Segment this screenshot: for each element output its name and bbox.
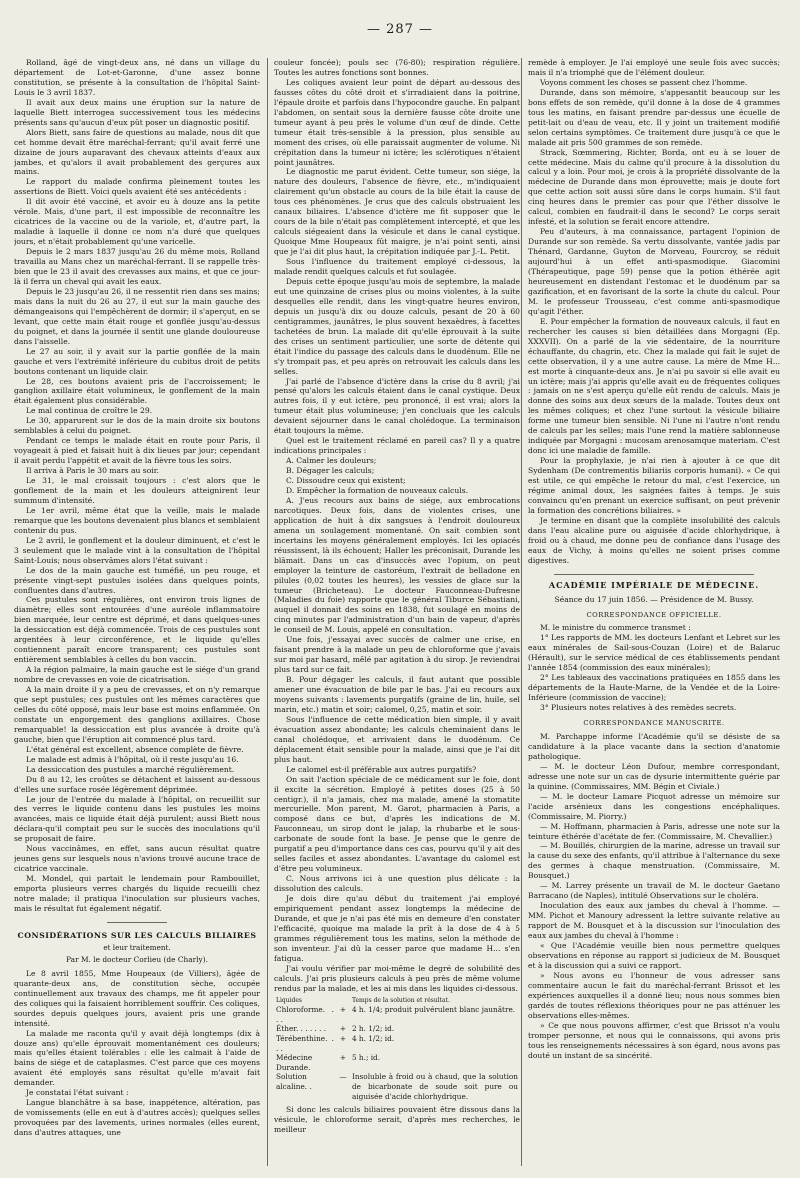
paragraph: Je termine en disant que la complète insolubilité des calculs dans l'eau alcaline pure ou aiguisée d'acide chlorhydrique, à froid ou à chaud, me donne peu de confiance dans l'usage des eaux de Vichy, à moins qu'elles ne soient prises comme digestives. xyxy=(528,515,780,565)
paragraph: Ces pustules sont régulières, ont environ trois lignes de diamètre; elles sont entourées d'une auréole inflammatoire bien marquée, leur centre est déprimé, et dans quelques-unes la dessiccation est déjà commencée. Trois de ces pustules sont argentées à leur circonférence, et le liquide qu'elles contiennent paraît encore transparent; ces pustules sont entièrement semblables à celles du bon vaccin. xyxy=(14,595,260,665)
paragraph: Il arriva à Paris le 30 mars au soir. xyxy=(26,466,159,476)
paragraph: Il avait aux deux mains une éruption sur la nature de laquelle Biett interrogea successivement tous les médecins présents sans qu'aucun d'eux pût poser un diagnostic positif. xyxy=(14,97,260,127)
paragraph: On sait l'action spéciale de ce médicament sur le foie, dont il excite la sécrétion. Employé à petites doses (25 à 50 centigr.), il n'a jamais, chez ma malade, amené la stomatite mercurielle. Mon parent, M. Garot, pharmacien à Paris, a composé dans ce but, d'après les indications de M. Fauconneau, un sirop dont le jalap, la rhubarbe et le sous-carbonate de soude font la base. Je pense que le genre de purgatif a peu d'importance dans ces cas, pourvu qu'il y ait des selles faciles et assez abondantes. L'avantage du calomel est d'être peu volumineux. xyxy=(274,774,520,874)
paragraph: A la main droite il y a peu de crevasses, et on n'y remarque que sept pustules; ces pustules ont les mêmes caractères que celles du côté opposé, mais leur base est moins enflammée. On constate un engorgement des ganglions axillaires. Chose remarquable! la dessiccation est plus avancée à droite qu'à gauche, bien que l'éruption ait commencé plus tard. xyxy=(14,685,260,744)
result-cell: 4 h. 1/2; id. xyxy=(351,1033,395,1043)
paragraph: Peu d'auteurs, à ma connaissance, partagent l'opinion de Durande sur son remède. Sa vertu dissolvante, vantée jadis par Thénard, Gardanne, Guyton de Morveau, Fourcroy, se réduit aujourd'hui à un effet anti-spasmodique. Giacomini (Thérapeutique, page 59) pense que la potion éthérée agit heureusement en distendant l'estomac et le duodénum par sa gazification, et en favorisant de la sorte la chute du calcul. Pour M. le professeur Trousseau, c'est comme anti-spasmodique qu'agit l'éther. xyxy=(528,227,780,316)
column-3 xyxy=(528,58,780,1166)
paragraph: Langue blanchâtre à sa base, inappétence, altération, pas de vomissements (elle en eut à d'autres accès); quelques selles provoquées par des lavements, urines normales (elles eurent, dans d'autres attaques, une xyxy=(14,1098,260,1138)
paragraph: Inoculation des eaux aux jambes du cheval à l'homme. — MM. Pichot et Manoury adressent la lettre suivante relative au rapport de M. Bousquet et à la discussion sur l'inoculation des eaux aux jambes du cheval à l'homme : xyxy=(528,901,780,941)
paragraph: E. Pour empêcher la formation de nouveaux calculs, il faut en rechercher les causes si bien détaillées dans Morgagni (Ep. XXXVII). On a parlé de la vie sédentaire, de la nourriture échauffante, du chagrin, etc. Chez la malade qui fait le sujet de cette observation, il y a une autre cause. La mère de Mme H... est morte à cinquante-deux ans. Je n'ai pu savoir si elle avait eu un ictère; mais j'ai appris qu'elle avait eu de fréquentes coliques : jamais on ne s'est aperçu qu'elle eût rendu de calculs. Mais je donne des soins aux deux sœurs de la malade. Toutes deux ont les mêmes coliques; et chez l'une surtout la vésicule biliaire forme une tumeur bien sensible. Ni l'une ni l'autre n'ont rendu de calculs par les selles; mais l'une rend la matière sablonneuse indiquée par Morgagni : mucosam arenosamque materiam. C'est donc ici une maladie de famille. xyxy=(528,316,780,456)
paragraph: Depuis cette époque jusqu'au mois de septembre, la malade eut une quinzaine de crises plus ou moins violentes, à la suite desquelles elle rendit, dans les vingt-quatre heures environ, depuis un jusqu'à dix ou douze calculs, pesant de 20 à 60 centigrammes, jaunâtres, le plus souvent hexaèdres, à facettes tachetées de brun. La malade dit qu'elle éprouvait à la suite des crises un sentiment particulier, une sorte de détente qui était l'indice du passage des calculs dans le duodénum. Elle ne s'y trompait pas, et peu après on retrouvait les calculs dans les selles. xyxy=(274,276,520,376)
page-number: — 287 — xyxy=(366,22,434,37)
result-cell: 2 h. 1/2; id. xyxy=(351,1024,395,1034)
paragraph: Durande, dans son mémoire, s'appesantit beaucoup sur les bons effets de son remède, qu'il donne à la dose de 4 grammes tous les matins, en faisant prendre par-dessus une écuelle de petit-lait ou d'eau de veau, etc. Il y joint un traitement modifié selon certains symptômes. Ce traitement dure jusqu'à ce que le malade ait pris 500 grammes de son remède. xyxy=(528,87,780,147)
paragraph: Le rapport du malade confirma pleinement toutes les assertions de Biett. Voici quels avaient été ses antécédents : xyxy=(14,177,260,197)
result-cell: 4 h. 1/4; produit pulvérulent blanc jaunâtre. xyxy=(351,1005,516,1015)
table-row xyxy=(274,1053,520,1072)
sign-cell: + xyxy=(339,1005,347,1015)
sign-cell: + xyxy=(339,1024,347,1034)
paragraph: » Ce que nous pouvons affirmer, c'est que Brissot n'a voulu tromper personne, et nous qui le connaissons, qui avons pris tous les renseignements nécessaires à son égard, nous avons pas douté un instant de sa sincérité. xyxy=(528,1020,780,1060)
table-row xyxy=(274,1024,520,1034)
paragraph: « Que l'Académie veuille bien nous permettre quelques observations en réponse au rapport si judicieux de M. Bousquet et à la discussion qui a suivi ce rapport. xyxy=(528,941,780,970)
list-item: B. Dégager les calculs; xyxy=(286,466,375,476)
manuscript-correspondence-heading: CORRESPONDANCE MANUSCRITE. xyxy=(583,719,725,728)
table-header: Liquides xyxy=(276,996,302,1004)
paragraph: Le dos de la main gauche est tuméfié, un peu rouge, et présente vingt-sept pustules isolées dans quelques points, confluentes dans d'autres. xyxy=(14,565,260,595)
paragraph: Le jour de l'entrée du malade à l'hôpital, on recueillit sur des verres le liquide contenu dans les pustules les moins avancées, mais ce liquide était déjà purulent; aussi Biett nous déclara-qu'il comptait peu sur le succès des inoculations qu'il se proposait de faire. xyxy=(14,794,260,844)
paragraph: Le 30, apparurent sur le dos de la main droite six boutons semblables à celui du poignet. xyxy=(14,416,260,436)
paragraph: Pendant ce temps le malade était en route pour Paris, il voyageait à pied et faisait huit à dix lieues par jour; cependant il avait perdu l'appétit et avait de la fièvre tous les soirs. xyxy=(14,436,260,466)
table-header: Temps de la solution et résultat. xyxy=(351,996,450,1004)
seance-line: Séance du 17 juin 1856. — Présidence de M. Bussy. xyxy=(554,594,754,604)
paragraph: Nous vaccinâmes, en effet, sans aucun résultat quatre jeunes gens sur lesquels nous n'avions trouvé aucune trace de cicatrice vaccinale. xyxy=(14,844,260,874)
paragraph: C. Nous arrivons ici à une question plus délicate : la dissolution des calculs. xyxy=(274,874,520,894)
table-row xyxy=(274,1072,520,1101)
paragraph: A. J'eus recours aux bains de siége, aux embrocations narcotiques. Deux fois, dans de violentes crises, une application de huit à dix sangsues à l'endroit douloureux amena un soulagement momentané. On sait combien sont incertains les moyens généralement employés. Ici les opiacés réussissent, là ils échouent; Haller les préconisait, Durande les blâmait. Dans un cas d'insuccès avec l'opium, on peut employer la teinture de castoréum, l'extrait de belladone en pilules (0,02 toutes les heures), les vessies de glace sur la tumeur (Bricheteau). Le docteur Fauconneau-Dufresne (Maladies du foie) rapporte que le général Tiburce Sébastiani, auquel il donnait des soins en 1838, fut soulagé en moins de cinq minutes par l'administration d'un bain de vapeur, d'après le conseil de M. Louis, appelé en consultation. xyxy=(274,495,520,635)
paragraph: » Nous avons eu l'honneur de vous adresser sans commentaire aucun le fait du maréchal-ferrant Brissot et les expériences auxquelles il a donné lieu; nous nous sommes bien gardés de toutes réflexions théoriques pour ne pas atténuer les observations elles-mêmes. xyxy=(528,970,780,1020)
paragraph: Depuis le 2 mars 1837 jusqu'au 26 du même mois, Rolland travailla au Mans chez un maréchal-ferrant. Il se rappelle très-bien que le 23 il avait des crevasses aux mains, et que ce jour-là il ferra un cheval qui avait les eaux. xyxy=(14,247,260,286)
paragraph: Sous l'influence du traitement employé ci-dessous, la malade rendit quelques calculs et fut soulagée. xyxy=(274,257,520,277)
paragraph: L'état général est excellent, absence complète de fièvre. xyxy=(26,744,244,754)
paragraph: Le 31, le mal croissait toujours : c'est alors que le gonflement de la main et les douleurs atteignirent leur summum d'intensité. xyxy=(14,476,260,505)
result-cell: 5 h.; id. xyxy=(351,1053,381,1063)
liquid-cell: Solution alcaline. . xyxy=(276,1072,312,1091)
paragraph: 3° Plusieurs notes relatives à des remèdes secrets. xyxy=(540,703,737,713)
article-title: CONSIDÉRATIONS SUR LES CALCULS BILIAIRES xyxy=(17,930,257,940)
sign-cell: — xyxy=(339,1072,347,1082)
article-subtitle: et leur traitement. xyxy=(103,942,171,952)
paragraph: La malade me raconta qu'il y avait déjà longtemps (dix à douze ans) qu'elle éprouvait momentanément ces douleurs; mais qu'elles étaient tolérables : elle les calmait à l'aide de bains de siége et de cataplasmes. C'est parce que ces moyens avaient été employés sans résultat qu'elle m'avait fait demander. xyxy=(14,1028,260,1088)
paragraph: Une fois, j'essayai avec succès de calmer une crise, en faisant prendre à la malade un peu de chloroforme que j'avais sur moi par hasard, mêlé par agitation à du sirop. Je reviendrai plus tard sur ce fait. xyxy=(274,635,520,675)
list-item: D. Empêcher la formation de nouveaux calculs. xyxy=(286,485,469,495)
paragraph: Le malade est admis à l'hôpital, où il reste jusqu'au 16. xyxy=(26,754,239,764)
paragraph: J'ai parlé de l'absence d'ictère dans la crise du 8 avril; j'ai pensé qu'alors les calculs étaient dans le canal cystique. Deux autres fois, il y eut ictère, peu prononcé, il est vrai; alors la tumeur était plus volumineuse; j'en concluais que les calculs devaient séjourner dans le canal cholédoque. La terminaison était toujours la même. xyxy=(274,376,520,436)
paragraph: Depuis le 23 jusqu'au 26, il ne ressentit rien dans ses mains; mais dans la nuit du 26 au 27, il eut sur la main gauche des démangeaisons qui l'empêchèrent de dormir; il s'aperçut, en se levant, que cette main était rouge et gonflée jusqu'au-dessus du poignet, et dans la journée il sentit une glande douloureuse dans l'aisselle. xyxy=(14,286,260,346)
paragraph: Quel est le traitement réclamé en pareil cas? Il y a quatre indications principales : xyxy=(274,436,520,456)
academie-title: ACADÉMIE IMPÉRIALE DE MÉDECINE. xyxy=(548,579,760,590)
paragraph: M. Mondel, qui partait le lendemain pour Rambouillet, emporta plusieurs verres chargés du liquide recueilli chez notre malade; il pratiqua l'inoculation sur plusieurs vaches, mais le résultat fut également négatif. xyxy=(14,874,260,914)
paragraph: Le 27 au soir, il y avait sur la partie gonflée de la main gauche et vers l'extrémité inférieure du cubitus droit de petits boutons contenant un liquide clair. xyxy=(14,346,260,376)
article-byline: Par M. le docteur Corlieu (de Charly). xyxy=(66,954,208,964)
paragraph: M. le ministre du commerce transmet : xyxy=(540,623,691,633)
official-correspondence-heading: CORRESPONDANCE OFFICIELLE. xyxy=(586,610,722,619)
table-row xyxy=(274,1034,520,1053)
list-item: A. Calmer les douleurs; xyxy=(286,456,377,466)
column-1 xyxy=(14,58,260,1166)
liquid-cell: Chloroforme. . . . xyxy=(276,1005,334,1024)
paragraph: Si donc les calculs biliaires pouvaient être dissous dans la vésicule, le chloroforme serait, d'après mes recherches, le meilleur xyxy=(274,1105,520,1135)
paragraph: Le 2 avril, le gonflement et la douleur diminuent, et c'est le 3 seulement que le malade vint à la consultation de l'hôpital Saint-Louis; nous observâmes alors l'état suivant : xyxy=(14,535,260,565)
sign-cell: + xyxy=(339,1033,347,1043)
paragraph: Le 28, ces boutons avaient pris de l'accroissement; le ganglion axillaire était volumineux, le gonflement de la main était également plus considérable. xyxy=(14,376,260,406)
table-header-row xyxy=(274,996,520,1006)
paragraph: 1° Les rapports de MM. les docteurs Lenfant et Lebret sur les eaux minérales de Sail-sous-Couzan (Loire) et de Balaruc (Hérault), sur le service médical de ces établissements pendant l'année 1854 (commission des eaux minérales); xyxy=(528,633,780,673)
paragraph: B. Pour dégager les calculs, il faut autant que possible amener une évacuation de bile par le bas. J'ai eu recours aux moyens suivants : lavements purgatifs (graine de lin, huile, sel marin, etc.) matin et soir; calomel, 0,25, matin et soir. xyxy=(274,675,520,714)
table-row xyxy=(274,1005,520,1024)
paragraph: Je dois dire qu'au début du traitement j'ai employé empiriquement pendant assez longtemps la médecine de Durande, et que je n'ai pas été mis en demeure d'en constater l'efficacité, quoique ma malade la prît à la dose de 4 à 5 grammes régulièrement tous les matins, selon la méthode de son inventeur. J'ai dû la cesser parce que madame H... s'en fatigua. xyxy=(274,894,520,963)
paragraph: Strack, Sœmmering, Richter, Borda, ont eu à se louer de cette médecine. Mais du calme qu'il procure à la dissolution du calcul y a loin. Pour moi, je crois à la propriété dissolvante de la médecine de Durande dans mon éprouvette; mais je doute fort que cette action soit aussi sûre dans le corps humain. S'il faut cinq heures dans le premier cas pour que l'éther dissolve le calcul, combien en faudrait-il dans le second? Le corps serait infesté, et la solution se ferait encore attendre. xyxy=(528,147,780,227)
section-divider xyxy=(554,574,754,575)
paragraph: La dessiccation des pustules a marché régulièrement. xyxy=(26,764,235,774)
liquid-cell: Médecine Durande. xyxy=(276,1053,313,1072)
paragraph: 2° Les tableaux des vaccinations pratiquées en 1855 dans les départements de la Haute-Marne, de la Vendée et de la Loire-Inférieure (commission de vaccine); xyxy=(528,673,780,703)
column-rule-left xyxy=(267,58,268,1166)
solubility-table xyxy=(274,996,520,1102)
paragraph: Alors Biett, sans faire de questions au malade, nous dit que cet homme devait être maréchal-ferrant; qu'il avait ferré une dizaine de jours auparavant des chevaux atteints d'eaux aux jambes, et qu'alors il avait probablement des gerçures aux mains. xyxy=(14,127,260,177)
paragraph: A la région palmaire, la main gauche est le siége d'un grand nombre de crevasses en voie de cicatrisation. xyxy=(14,665,260,685)
case-report-rolland xyxy=(14,58,260,914)
paragraph: Le mal continua de croître le 29. xyxy=(26,406,153,416)
paragraph: — M. Bouillés, chirurgien de la marine, adresse un travail sur la cause du sexe des enfants, qu'il attribue à l'alternance du sexe des germes à chaque menstruation. (Commissaire, M. Bousquet.) xyxy=(528,841,780,881)
paragraph: Il dit avoir été vacciné, et avoir eu à douze ans la petite vérole. Mais, d'une part, il est impossible de reconnaître les cicatrices de la vaccine ou de la variole, et, d'autre part, la maladie à laquelle il donne ce nom n'a duré que quelques jours, et n'était probablement qu'une varicelle. xyxy=(14,197,260,247)
list-item: C. Dissoudre ceux qui existent; xyxy=(286,476,406,486)
table-header xyxy=(336,996,350,1006)
indications-list xyxy=(274,456,520,496)
paragraph: M. Parchappe informe l'Académie qu'il se désiste de sa candidature à la place vacante dans la section d'anatomie pathologique. xyxy=(528,732,780,761)
paragraph: Les coliques avaient leur point de départ au-dessous des fausses côtes du côté droit et s'irradiaient dans la poitrine, l'épaule droite et parfois dans l'hypocondre gauche. En palpant l'abdomen, on sentait sous la dernière fausse côte droite une tumeur ayant à peu près le volume d'un œuf de dinde. Cette tumeur était très-sensible à la pression, plus sensible au moment des crises, où elle paraissait augmenter de volume. Ni crépitation dans la tumeur ni ictère; les sclérotiques n'étaient point jaunâtres. xyxy=(274,77,520,167)
liquid-cell: Térébenthine. . . . xyxy=(276,1033,334,1053)
sign-cell: + xyxy=(339,1053,347,1063)
paragraph: — M. le docteur Léon Dufour, membre correspondant, adresse une note sur un cas de dysurie intermittente guérie par la quinine. (Commissaires, MM. Bégin et Civiale.) xyxy=(528,761,780,791)
paragraph: Le diagnostic me parut évident. Cette tumeur, son siége, la nature des douleurs, l'absence de fièvre, etc., m'indiquaient clairement qu'un obstacle au cours de la bile était la cause de tous ces phénomènes. Je crus que des calculs obstruaient les canaux biliaires. L'absence d'ictère me fit supposer que le cours de la bile n'était pas complètement intercepté, et que les calculs siégeaient dans la vésicule et dans le canal cystique. Quoique Mme Houpeaux fût maigre, je n'ai point senti, ainsi que je l'ai dit plus haut, la crépitation indiquée par J.-L. Petit. xyxy=(274,167,520,257)
column-rule-right xyxy=(521,58,522,1166)
paragraph: Le calomel est-il préférable aux autres purgatifs? xyxy=(286,764,477,774)
paragraph: Sous l'influence de cette médication bien simple, il y avait évacuation assez abondante; les calculs cheminaient dans le canal cholédoque, et arrivaient dans le duodénum. Ce déplacement était sensible pour la malade, ainsi que je l'ai dit plus haut. xyxy=(274,714,520,764)
paragraph: — M. Larrey présente un travail de M. le docteur Gaetano Barracano (de Naples), intitulé Observations sur le choléra. xyxy=(528,881,780,901)
column-2 xyxy=(274,58,520,1166)
paragraph: remède à employer. Je l'ai employé une seule fois avec succès; mais il n'a triomphé que de l'élément douleur. xyxy=(528,58,780,77)
paragraph: Je constatai l'état suivant : xyxy=(26,1088,129,1098)
result-cell: Insoluble à froid ou à chaud, que la solution de bicarbonate de soude soit pure ou aiguisée d'acide chlorhydrique. xyxy=(351,1072,518,1101)
paragraph: Le 8 avril 1855, Mme Houpeaux (de Villiers), âgée de quarante-deux ans, de constitution sèche, occupée continuellement aux travaux des champs, me fit appeler pour des coliques qui la faisaient horriblement souffrir. Ces coliques, sourdes depuis quelques jours, avaient pris une grande intensité. xyxy=(14,968,260,1028)
article-body-start xyxy=(14,969,260,1138)
paragraph: couleur foncée); pouls sec (76-80); respiration régulière. Toutes les autres fonctions sont bonnes. xyxy=(274,58,520,77)
paragraph: J'ai voulu vérifier par moi-même le degré de solubilité des calculs. J'ai pris plusieurs calculs à peu près de même volume rendus par la malade, et les ai mis dans les liquides ci-dessous. xyxy=(274,963,520,993)
paragraph: — M. Hoffmann, pharmacien à Paris, adresse une note sur la teinture éthérée d'acétate de fer. (Commissaire, M. Chevallier.) xyxy=(528,821,780,841)
paragraph: Pour la prophylaxie, je n'ai rien à ajouter à ce que dit Sydenham (De contrementis biliariis corporis humani). « Ce qui est utile, ce qui empêche le retour du mal, c'est l'exercice, un régime animal doux, les saignées faites à temps. Je suis convaincu qu'en prenant un exercice suffisant, on peut prévenir la formation des concrétions biliaires. » xyxy=(528,456,780,515)
liquid-cell: Éther. . . . . . . xyxy=(276,1024,327,1034)
section-divider xyxy=(107,922,167,923)
paragraph: Le 1er avril, même état que la veille, mais le malade remarque que les boutons devenaient plus blancs et semblaient contenir du pus. xyxy=(14,505,260,535)
paragraph: Voyons comment les choses se passent chez l'homme. xyxy=(540,77,748,87)
paragraph: Rolland, âgé de vingt-deux ans, né dans un village du département de Lot-et-Garonne, d'une assez bonne constitution, se présente à la consultation de l'hôpital Saint-Louis le 3 avril 1837. xyxy=(14,58,260,97)
paragraph: Du 8 au 12, les croûtes se détachent et laissent au-dessous d'elles une surface rosée légèrement déprimée. xyxy=(14,774,260,794)
paragraph: — M. le docteur Lamare Picquot adresse un mémoire sur l'acide arsénieux dans les congestions encéphaliques. (Commissaire, M. Piorry.) xyxy=(528,791,780,821)
